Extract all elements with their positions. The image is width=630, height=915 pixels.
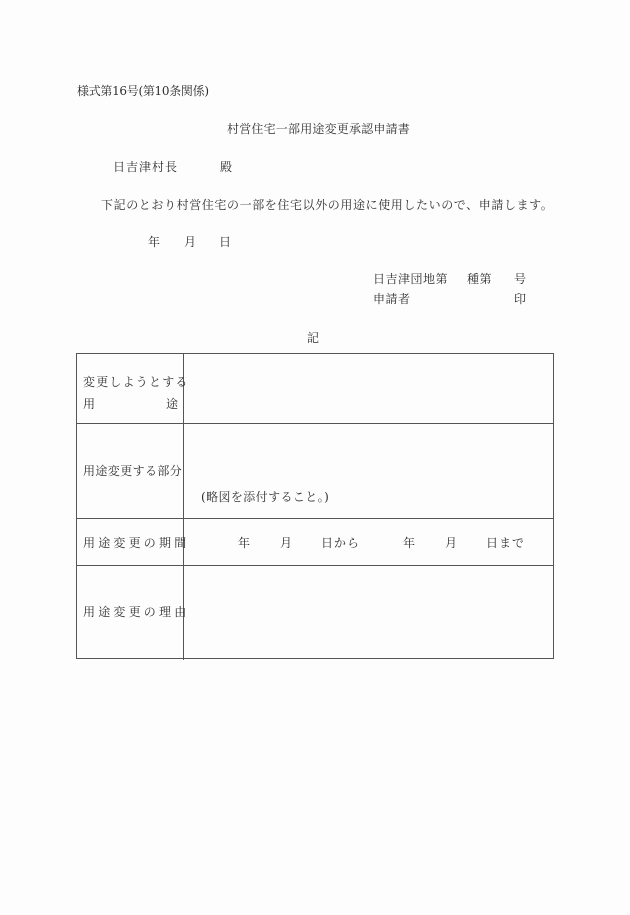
- body-text: 下記のとおり村営住宅の一部を住宅以外の用途に使用したいので、申請します。: [101, 198, 554, 212]
- intended-use-label-cell: [77, 354, 189, 423]
- change-period-label-cell: [77, 519, 190, 565]
- sketch-attachment-note: (略図を添付すること。): [201, 490, 330, 504]
- table-row-change-period: [77, 519, 553, 566]
- change-reason-label-cell: [77, 566, 190, 660]
- address-number-suffix: 号: [514, 272, 527, 286]
- applicant-label: 申請者: [373, 292, 411, 306]
- changed-part-label-cell: [77, 424, 184, 518]
- period-to-day-label: 日まで: [486, 536, 526, 550]
- date-day-label: 日: [219, 235, 232, 249]
- document-title: 村営住宅一部用途変更承認申請書: [227, 122, 411, 136]
- change-reason-label: 用途変更の理由: [83, 605, 190, 619]
- period-from-year-label: 年: [238, 536, 251, 550]
- intended-use-label-line2-right: 途: [166, 397, 179, 411]
- change-period-value-cell[interactable]: [184, 519, 553, 565]
- date-year-label: 年: [148, 235, 161, 249]
- date-month-label: 月: [184, 235, 197, 249]
- table-row-intended-use: [77, 354, 553, 424]
- changed-part-value-cell[interactable]: [184, 424, 553, 518]
- change-reason-value-cell[interactable]: [184, 566, 553, 660]
- record-heading: 記: [307, 331, 320, 345]
- table-row-changed-part: [77, 424, 553, 519]
- addressee-honorific: 殿: [220, 160, 233, 174]
- intended-use-value-cell[interactable]: [184, 354, 553, 423]
- form-number: 様式第16号(第10条関係): [77, 84, 209, 98]
- addressee: 日吉津村長: [113, 160, 179, 174]
- application-table: [76, 353, 554, 659]
- period-from-day-label: 日から: [321, 536, 361, 550]
- intended-use-label-line1: 変更しようとする: [83, 375, 189, 389]
- table-row-change-reason: [77, 566, 553, 660]
- seal-mark: 印: [514, 292, 527, 306]
- period-to-month-label: 月: [445, 536, 458, 550]
- address-kind: 種第: [467, 272, 493, 286]
- change-period-label: 用途変更の期間: [83, 536, 190, 550]
- period-from-month-label: 月: [280, 536, 293, 550]
- changed-part-label: 用途変更する部分: [83, 464, 183, 478]
- intended-use-label-line2-left: 用: [83, 397, 96, 411]
- address-prefix: 日吉津団地第: [373, 272, 449, 286]
- period-to-year-label: 年: [403, 536, 416, 550]
